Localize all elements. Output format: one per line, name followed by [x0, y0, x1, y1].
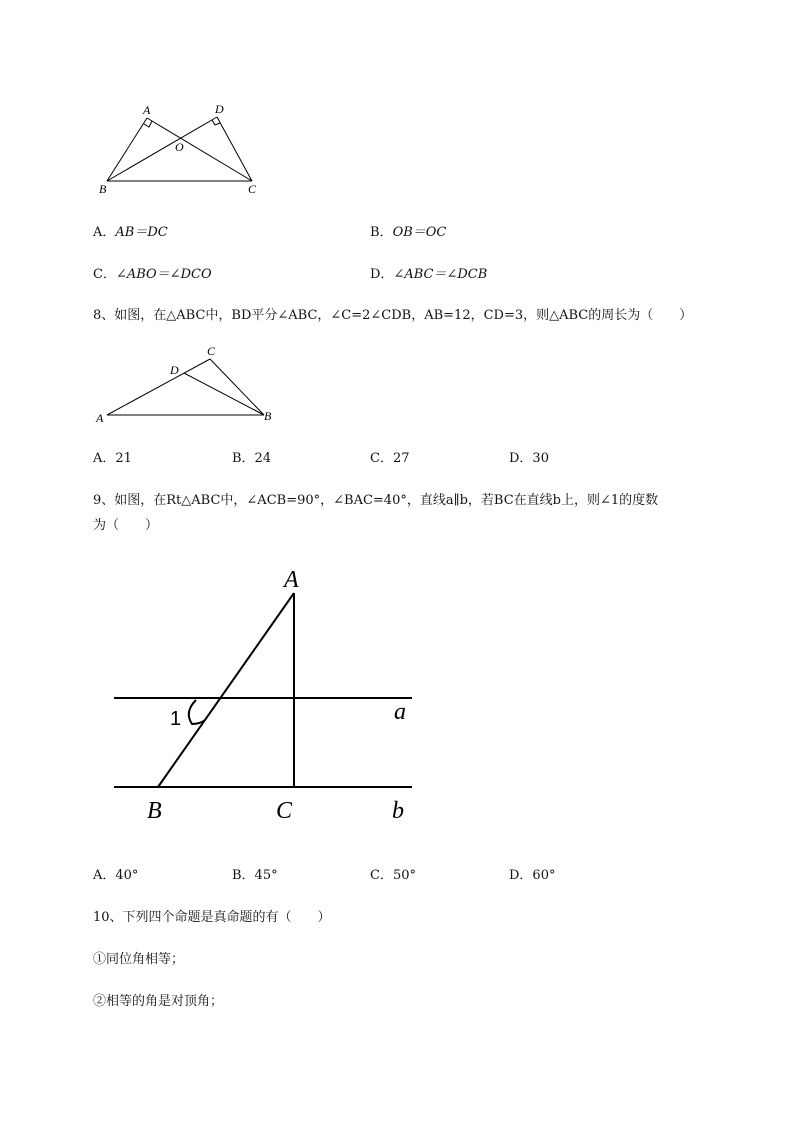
label-b: b: [392, 798, 404, 824]
q9-figure: [100, 560, 430, 835]
label-O: O: [175, 140, 184, 154]
q9-stem-line2: 为（ ）: [93, 518, 159, 533]
label-C: C: [248, 182, 257, 196]
label-B: B: [264, 409, 272, 423]
option-text: OB＝OC: [392, 225, 447, 240]
segment-CB: [210, 359, 264, 415]
label-a: a: [394, 699, 406, 725]
option-letter: C．: [93, 267, 116, 282]
label-D: D: [170, 363, 179, 377]
q10-stem: 10、下列四个命题是真命题的有（ ）: [93, 910, 331, 925]
q9-stem-line1: 9、如图，在Rt△ABC中，∠ACB=90°，∠BAC=40°，直线a∥b，若BC在直线b上，则∠1的度数: [93, 493, 659, 508]
option-letter: B．: [370, 225, 393, 240]
q8-option-b: B．24: [232, 451, 272, 466]
q10-item-2: ②相等的角是对顶角；: [93, 994, 224, 1009]
segment-AB: [158, 593, 294, 787]
option-letter: A．: [93, 225, 116, 240]
q7-option-d: [370, 263, 487, 282]
label-D: D: [215, 102, 224, 116]
label-A: A: [284, 567, 299, 593]
q8-option-a: A．21: [93, 451, 132, 466]
q9-option-b: B．45°: [232, 868, 278, 883]
q7-figure: [95, 98, 270, 198]
q7-option-c: [93, 263, 212, 282]
q10-item-1: ①同位角相等；: [93, 952, 185, 967]
segment-BA: [107, 118, 147, 181]
q9-option-c: C．50°: [370, 868, 416, 883]
q8-option-d: D．30: [509, 451, 549, 466]
q7-option-b: [370, 221, 446, 240]
q8-figure: [93, 342, 283, 430]
q7-option-a: [93, 221, 168, 240]
label-C: C: [207, 344, 216, 358]
angle-1-arc: [189, 700, 205, 724]
q8-stem: 8、如图，在△ABC中，BD平分∠ABC，∠C=2∠CDB，AB=12，CD=3，则△ABC的周长为（ ）: [93, 308, 693, 323]
option-letter: D．: [370, 267, 394, 282]
q9-option-a: A．40°: [93, 868, 139, 883]
right-angle-mark-A: [144, 121, 152, 127]
label-A: A: [143, 103, 151, 117]
option-text: AB＝DC: [115, 225, 168, 240]
option-text: ∠ABO＝∠DCO: [115, 267, 212, 282]
label-C: C: [276, 798, 293, 824]
segment-DB: [184, 373, 264, 415]
q9-option-d: D．60°: [509, 868, 556, 883]
q8-option-c: C．27: [370, 451, 410, 466]
label-B: B: [99, 182, 107, 196]
option-text: ∠ABC＝∠DCB: [393, 267, 488, 282]
label-B: B: [147, 798, 162, 824]
segment-DC: [217, 117, 252, 181]
label-angle-1: 1: [170, 708, 182, 730]
segment-AC: [107, 359, 210, 415]
label-A: A: [96, 411, 104, 425]
